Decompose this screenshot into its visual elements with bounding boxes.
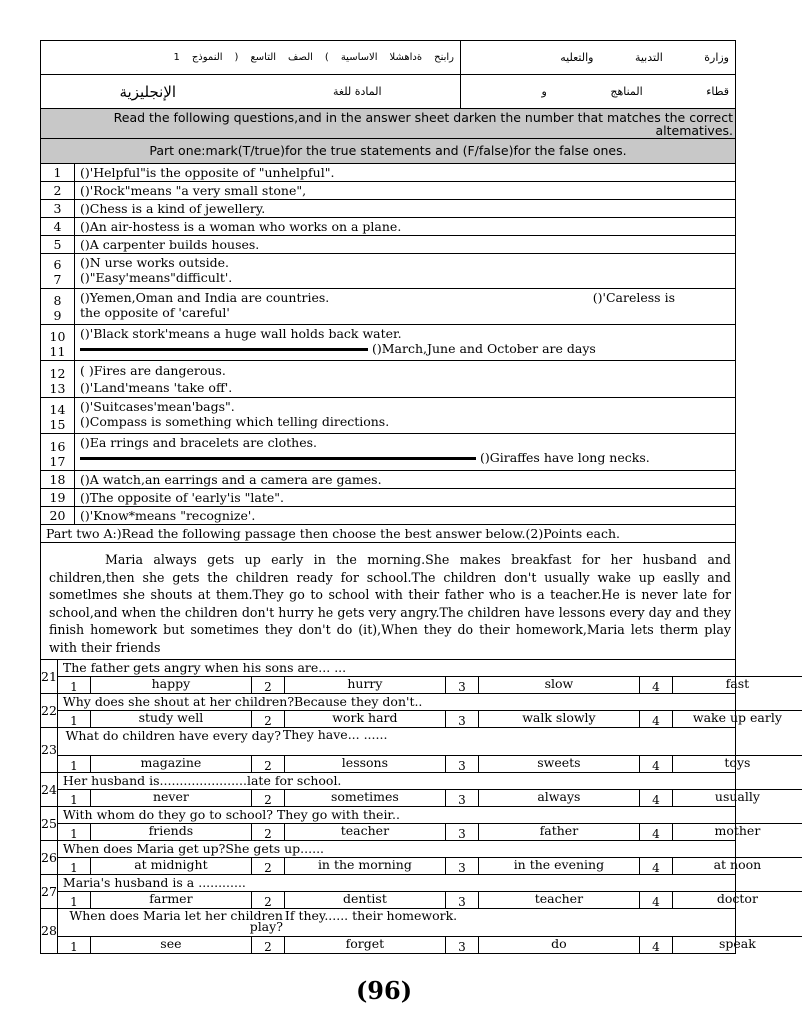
question-number: 5	[53, 237, 62, 252]
question-number: 2	[53, 183, 62, 198]
statement: ()Ea rrings and bracelets are clothes.	[80, 435, 317, 450]
statement: ()March,June and October are days	[371, 341, 596, 356]
question-number: 19	[49, 490, 66, 505]
question-25	[40, 806, 761, 841]
statement: ()Yemen,Oman and India are countries.	[80, 290, 330, 305]
exam-info-line	[41, 41, 460, 74]
option[interactable]: 2 forget	[252, 937, 446, 953]
exam-word: رابنح	[434, 52, 454, 63]
option[interactable]: 1 farmer	[58, 892, 252, 908]
option[interactable]: 4 speak	[640, 937, 802, 953]
statement: ()'Land'means 'take off'.	[80, 380, 233, 395]
exam-header	[40, 40, 736, 109]
question-text: Maria's husband is a ............	[58, 875, 802, 892]
question-number: 16	[49, 439, 66, 454]
question-23	[40, 726, 751, 773]
statement: ()'Black stork'means a huge wall holds back water.	[80, 326, 402, 341]
option[interactable]: 4 toys	[640, 756, 802, 772]
question-number: 13	[49, 381, 66, 396]
tf-row	[41, 507, 735, 525]
option[interactable]: 1 magazine	[58, 756, 252, 772]
tf-row	[41, 164, 735, 182]
option[interactable]: 1 see	[58, 937, 252, 953]
option[interactable]: 3 in the evening	[446, 858, 640, 874]
question-number: 3	[53, 201, 62, 216]
part-one-title: Part one:mark(T/true)for the true statements and (F/false)for the false ones.	[40, 139, 736, 164]
tf-row	[41, 471, 735, 489]
option[interactable]: 4 fast	[640, 677, 802, 693]
option[interactable]: 4 at noon	[640, 858, 802, 874]
question-number: 26	[41, 841, 58, 874]
tf-row	[41, 325, 735, 361]
subject-line	[41, 74, 460, 108]
question-number: 24	[41, 773, 58, 806]
question-text: Her husband is......................late for school.	[58, 773, 802, 790]
statement: ()The opposite of 'early'is "late".	[80, 490, 284, 505]
question-number: 7	[53, 272, 62, 287]
statement: ()'Suitcases'mean'bags".	[80, 399, 235, 414]
question-number: 23	[41, 728, 58, 772]
question-21	[40, 659, 750, 694]
statement: ()Giraffes have long necks.	[479, 450, 650, 465]
tf-row	[41, 200, 735, 218]
option[interactable]: 3 teacher	[446, 892, 640, 908]
question-27	[40, 874, 758, 909]
question-text: The father gets angry when his sons are... ...	[58, 660, 802, 677]
subject-label: المادة للغة	[333, 85, 382, 98]
tf-row	[41, 182, 735, 200]
question-number: 9	[53, 308, 62, 323]
statement: ()N urse works outside.	[80, 255, 230, 270]
exam-word: التاسع	[250, 52, 277, 63]
question-number: 17	[49, 454, 66, 469]
statement: ()An air-hostess is a woman who works on a plane.	[80, 219, 402, 234]
reading-passage	[40, 543, 736, 660]
ministry-name: وزارة التدبية والتعليه	[560, 51, 729, 64]
passage-text: Maria always gets up early in the morning.She makes breakfast for her husband and children,then she gets the children ready for school.The children don't usually wake up easlly and sometlmes she shouts at them.They go to school with their father who is a teacher.He is never late for school,and when the children don't hurry he gets very angry.The children have lessons every day and they finish homework but sometimes they don't do (it),When they do their homework,Maria lets therm play with their friends	[49, 552, 731, 655]
tf-row	[41, 289, 735, 325]
question-text: When does Maria get up?She gets up......	[58, 841, 802, 858]
tf-row	[41, 254, 735, 289]
statement: ()Chess is a kind of jewellery.	[80, 201, 266, 216]
exam-word: الاساسية	[340, 52, 378, 63]
option[interactable]: 3 do	[446, 937, 640, 953]
question-text: With whom do they go to school? They go with their..	[58, 807, 802, 824]
statement: ()"Easy'means"difficult'.	[80, 270, 233, 285]
question-28	[40, 907, 756, 954]
option[interactable]: 4 doctor	[640, 892, 802, 908]
question-26	[40, 840, 762, 875]
exam-word: ةداهشلا	[389, 52, 423, 63]
question-number: 11	[49, 344, 66, 359]
instructions: Read the following questions,and in the answer sheet darken the number that matches the correct altematives.	[40, 109, 736, 139]
question-number: 12	[49, 366, 66, 381]
option[interactable]: 2 sometimes	[252, 790, 446, 806]
statement: ()Compass is something which telling directions.	[80, 414, 390, 429]
exam-word: الصف	[288, 52, 313, 63]
statement: ()A watch,an earrings and a camera are games.	[80, 472, 382, 487]
statement: the opposite of 'careful'	[80, 305, 230, 320]
exam-word: النموذج	[191, 52, 223, 63]
question-number: 27	[41, 875, 58, 908]
option[interactable]: 1 study well	[58, 711, 252, 727]
option[interactable]: 4 wake up early	[640, 711, 802, 727]
answer-blank	[80, 348, 368, 351]
part-two-title: Part two A:)Read the following passage then choose the best answer below.(2)Points each.	[40, 525, 736, 543]
question-number: 6	[53, 257, 62, 272]
tf-row	[41, 361, 735, 398]
question-number: 10	[49, 329, 66, 344]
question-number: 25	[41, 807, 58, 840]
tf-row	[41, 489, 735, 507]
option[interactable]: 2 dentist	[252, 892, 446, 908]
option[interactable]: 1 friends	[58, 824, 252, 840]
option[interactable]: 1 happy	[58, 677, 252, 693]
statement: ()'Know*means "recognize'.	[80, 508, 256, 523]
question-number: 8	[53, 293, 62, 308]
subject-name: الإنجليزية	[119, 82, 177, 101]
option[interactable]: 2 lessons	[252, 756, 446, 772]
option[interactable]: 3 slow	[446, 677, 640, 693]
statement: ()'Helpful"is the opposite of "unhelpful".	[80, 165, 335, 180]
exam-word: )	[324, 52, 329, 63]
option[interactable]: 4 usually	[640, 790, 802, 806]
question-number: 15	[49, 417, 66, 432]
statement: ( )Fires are dangerous.	[80, 363, 226, 378]
exam-word: 1	[173, 52, 180, 63]
option[interactable]: 1 never	[58, 790, 252, 806]
question-number: 28	[41, 909, 58, 953]
option[interactable]: 2 hurry	[252, 677, 446, 693]
page-number: (96)	[355, 976, 413, 1005]
option[interactable]: 3 always	[446, 790, 640, 806]
exam-sheet	[40, 40, 782, 954]
question-text: Why does she shout at her children?Because they don't..	[58, 694, 802, 711]
question-number: 22	[41, 694, 58, 727]
sector-name: قطاء المناهج و	[461, 74, 735, 108]
question-number: 18	[49, 472, 66, 487]
tf-row	[41, 434, 735, 471]
option[interactable]: 2 work hard	[252, 711, 446, 727]
question-number: 21	[41, 660, 58, 693]
statement: ()A carpenter builds houses.	[80, 237, 260, 252]
exam-word: (	[234, 52, 239, 63]
option[interactable]: 3 father	[446, 824, 640, 840]
option[interactable]: 2 teacher	[252, 824, 446, 840]
tf-row	[41, 236, 735, 254]
option[interactable]: 3 sweets	[446, 756, 640, 772]
option[interactable]: 4 mother	[640, 824, 802, 840]
tf-row	[41, 218, 735, 236]
statement: ()'Careless is	[592, 290, 675, 305]
option[interactable]: 3 walk slowly	[446, 711, 640, 727]
answer-blank	[80, 457, 476, 460]
question-text: When does Maria let her children play? If they...... their homework.	[58, 909, 802, 937]
true-false-section	[40, 164, 736, 525]
question-22	[40, 693, 782, 728]
option[interactable]: 1 at midnight	[58, 858, 252, 874]
statement: ()'Rock"means "a very small stone",	[80, 183, 307, 198]
tf-row	[41, 398, 735, 434]
question-number: 4	[53, 219, 62, 234]
question-number: 20	[49, 508, 66, 523]
question-number: 1	[53, 165, 62, 180]
option[interactable]: 2 in the morning	[252, 858, 446, 874]
question-number: 14	[49, 402, 66, 417]
question-text: What do children have every day? They have... ......	[58, 728, 802, 756]
question-24	[40, 772, 760, 807]
